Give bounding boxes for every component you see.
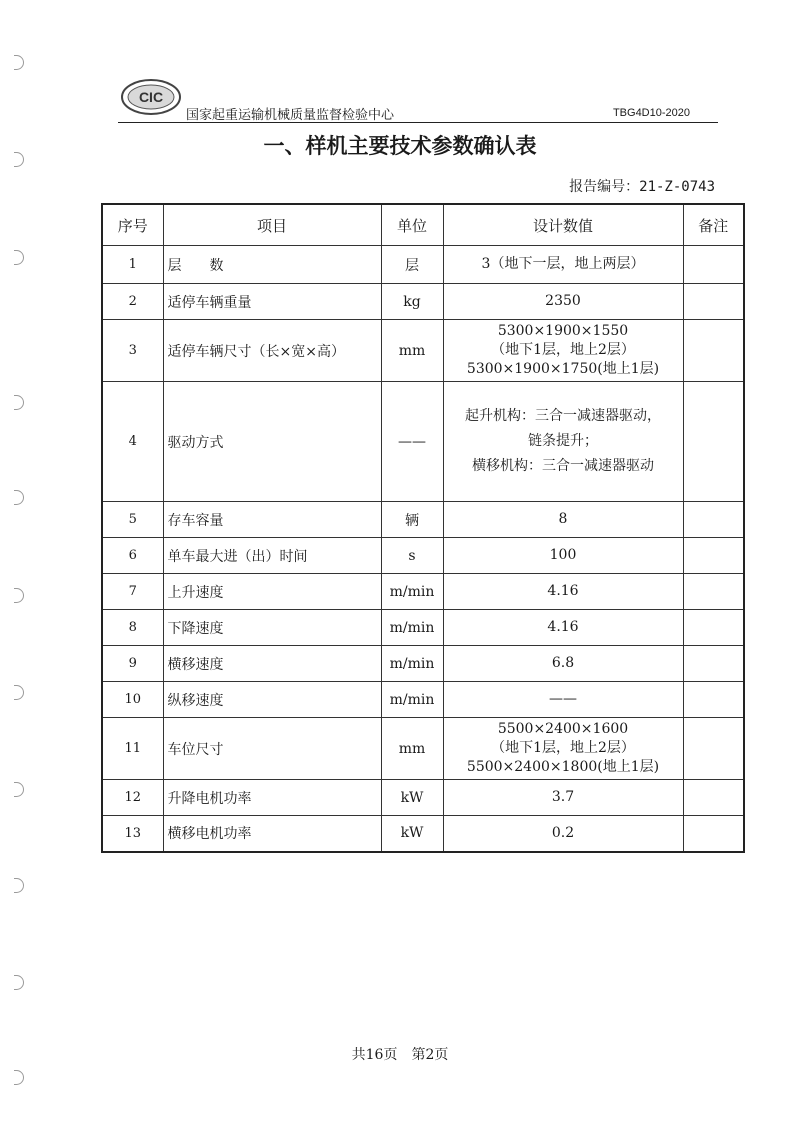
row-seq: 7	[102, 574, 163, 610]
table-row	[102, 320, 744, 382]
value-line: 5300×1900×1550	[497, 323, 629, 339]
row-item: 升降电机功率	[163, 780, 381, 816]
row-note	[683, 502, 744, 538]
table-row	[102, 646, 744, 682]
row-item: 适停车辆重量	[163, 284, 381, 320]
table-row	[102, 610, 744, 646]
table-row	[102, 502, 744, 538]
value-line: （地下1层，地上2层）	[491, 342, 635, 358]
row-value	[443, 646, 683, 682]
binder-holes	[0, 0, 30, 1132]
row-item: 车位尺寸	[163, 718, 381, 780]
value-line: 2350	[545, 293, 581, 309]
row-unit: kg	[381, 284, 443, 320]
binder-hole	[14, 490, 24, 505]
row-item: 纵移速度	[163, 682, 381, 718]
binder-hole	[14, 685, 24, 700]
organization-name: 国家起重运输机械质量监督检验中心	[186, 108, 395, 123]
row-seq: 4	[102, 382, 163, 502]
row-value	[443, 246, 683, 284]
row-item: 存车容量	[163, 502, 381, 538]
value-line: 起升机构：三合一减速器驱动，	[465, 408, 661, 424]
value-line: 4.16	[547, 619, 579, 635]
value-line: 5500×2400×1800(地上1层)	[466, 759, 660, 775]
value-line: ——	[549, 691, 577, 707]
table-row	[102, 246, 744, 284]
binder-hole	[14, 782, 24, 797]
row-note	[683, 682, 744, 718]
row-note	[683, 382, 744, 502]
table-row	[102, 574, 744, 610]
report-number: 报告编号：21-Z-0743	[569, 179, 715, 195]
row-note	[683, 610, 744, 646]
binder-hole	[14, 55, 24, 70]
value-line: 横移机构：三合一减速器驱动	[472, 458, 654, 474]
row-unit: kW	[381, 780, 443, 816]
svg-text:CIC: CIC	[138, 89, 164, 105]
row-value	[443, 682, 683, 718]
value-line: 0.2	[551, 824, 575, 841]
row-value	[443, 574, 683, 610]
table-row	[102, 780, 744, 816]
row-item: 上升速度	[163, 574, 381, 610]
binder-hole	[14, 1070, 24, 1085]
row-item: 横移电机功率	[163, 816, 381, 852]
row-value	[443, 816, 683, 852]
row-value	[443, 382, 683, 502]
row-item: 单车最大进（出）时间	[163, 538, 381, 574]
row-unit: m/min	[381, 682, 443, 718]
row-seq: 8	[102, 610, 163, 646]
row-note	[683, 284, 744, 320]
row-value	[443, 610, 683, 646]
header-seq: 序号	[102, 204, 163, 246]
table-row	[102, 538, 744, 574]
value-line: 100	[549, 547, 577, 563]
document-code: TBG4D10-2020	[612, 107, 690, 119]
row-value	[443, 284, 683, 320]
row-item: 适停车辆尺寸（长×宽×高）	[163, 320, 381, 382]
row-value	[443, 718, 683, 780]
row-seq: 6	[102, 538, 163, 574]
row-note	[683, 718, 744, 780]
row-note	[683, 538, 744, 574]
row-seq: 12	[102, 780, 163, 816]
table-row	[102, 382, 744, 502]
row-seq: 2	[102, 284, 163, 320]
page-title: 一、样机主要技术参数确认表	[263, 134, 537, 158]
row-note	[683, 646, 744, 682]
binder-hole	[14, 250, 24, 265]
cic-logo-icon	[120, 76, 182, 118]
binder-hole	[14, 975, 24, 990]
row-unit: kW	[381, 816, 443, 852]
header-rule	[118, 122, 718, 123]
value-line: 3.7	[551, 789, 575, 805]
row-seq: 9	[102, 646, 163, 682]
binder-hole	[14, 588, 24, 603]
row-unit: mm	[381, 320, 443, 382]
row-seq: 1	[102, 246, 163, 284]
row-value	[443, 320, 683, 382]
row-note	[683, 780, 744, 816]
table-header-row	[102, 204, 744, 246]
row-unit: mm	[381, 718, 443, 780]
value-line: （地下1层，地上2层）	[491, 740, 635, 756]
value-line: 3（地下一层，地上两层）	[481, 256, 645, 272]
row-item: 下降速度	[163, 610, 381, 646]
value-line: 5300×1900×1750(地上1层)	[466, 361, 660, 377]
header-item: 项目	[163, 204, 381, 246]
row-unit: m/min	[381, 610, 443, 646]
table-row	[102, 816, 744, 852]
row-item: 横移速度	[163, 646, 381, 682]
parameter-table	[101, 203, 745, 853]
row-item: 驱动方式	[163, 382, 381, 502]
header-unit: 单位	[381, 204, 443, 246]
value-line: 8	[558, 511, 568, 527]
row-unit: ——	[381, 382, 443, 502]
row-seq: 10	[102, 682, 163, 718]
value-line: 链条提升；	[528, 433, 598, 449]
row-unit: m/min	[381, 574, 443, 610]
row-item: 层 数	[163, 246, 381, 284]
row-unit: m/min	[381, 646, 443, 682]
row-value	[443, 780, 683, 816]
row-note	[683, 574, 744, 610]
row-unit: 辆	[381, 502, 443, 538]
binder-hole	[14, 878, 24, 893]
row-value	[443, 502, 683, 538]
header-note: 备注	[683, 204, 744, 246]
value-line: 6.8	[551, 655, 575, 671]
row-seq: 3	[102, 320, 163, 382]
table-row	[102, 284, 744, 320]
row-note	[683, 816, 744, 852]
header-value: 设计数值	[443, 204, 683, 246]
row-note	[683, 320, 744, 382]
value-line: 5500×2400×1600	[497, 721, 629, 737]
row-unit: 层	[381, 246, 443, 284]
binder-hole	[14, 395, 24, 410]
row-unit: s	[381, 538, 443, 574]
table-row	[102, 682, 744, 718]
row-seq: 5	[102, 502, 163, 538]
value-line: 4.16	[547, 583, 579, 599]
page-footer: 共16页 第2页	[351, 1047, 449, 1063]
row-note	[683, 246, 744, 284]
row-seq: 11	[102, 718, 163, 780]
row-seq: 13	[102, 816, 163, 852]
table-row	[102, 718, 744, 780]
row-value	[443, 538, 683, 574]
